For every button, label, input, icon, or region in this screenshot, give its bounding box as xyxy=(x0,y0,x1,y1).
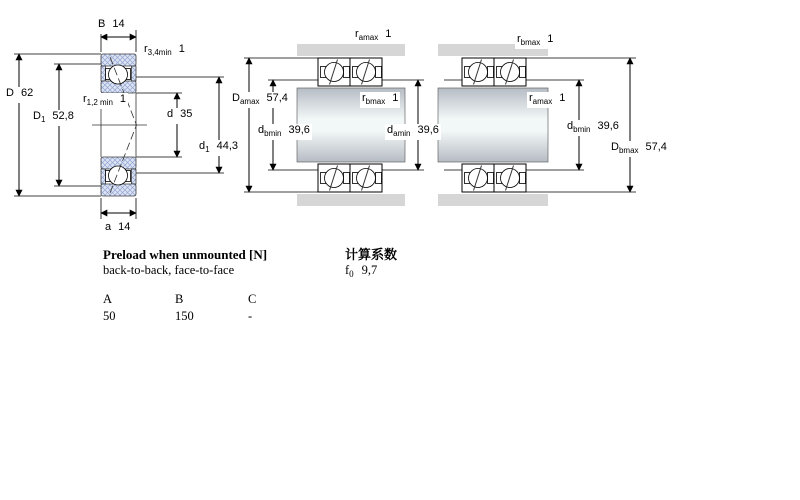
preload-col-C: C xyxy=(248,292,257,306)
preload-header-row xyxy=(103,291,288,308)
dim-label-rbmax-mid: $r_{bmax}$ 1 xyxy=(362,92,399,106)
calculation-factors-title: 计算系数 xyxy=(345,247,398,262)
preload-value-B: 150 xyxy=(175,309,194,323)
calculation-factors-section xyxy=(345,247,397,283)
dim-label-d1: $d_1$ 44,3 xyxy=(199,140,238,154)
preload-value-C: - xyxy=(248,309,253,323)
dim-label-damin: $d_{amin}$ 39,6 xyxy=(387,124,439,138)
dim-label-Dbmax: $D_{bmax}$ 57,4 xyxy=(611,141,667,155)
preload-table xyxy=(103,291,288,325)
dim-label-D1: $D_1$ 52,8 xyxy=(33,110,74,124)
preload-value-row xyxy=(103,308,288,325)
factor-f0: $f_0$ 9,7 xyxy=(345,263,378,279)
dim-label-B: B 14 xyxy=(96,18,127,34)
dim-label-dbmin-right: $d_{bmin}$ 39,6 xyxy=(567,120,619,134)
dim-label-a: a 14 xyxy=(103,221,132,237)
dim-label-rbmax-top: $r_{bmax}$ 1 xyxy=(517,33,554,47)
dim-label-d: d 35 xyxy=(165,108,194,124)
dim-label-D: D 62 xyxy=(4,87,35,103)
dim-label-ramax-right: $r_{amax}$ 1 xyxy=(529,92,566,106)
dim-label-r12min: $r_{1,2 min}$ 1 xyxy=(83,93,127,107)
preload-section xyxy=(103,247,288,325)
preload-col-B: B xyxy=(175,292,184,306)
dim-label-ramax-top: $r_{amax}$ 1 xyxy=(355,28,392,42)
preload-col-A: A xyxy=(103,292,113,306)
preload-value-A: 50 xyxy=(103,309,116,323)
preload-title: Preload when unmounted [N] xyxy=(103,247,268,262)
dim-label-r34min: $r_{3,4min}$ 1 xyxy=(144,43,185,57)
dim-label-Damax: $D_{amax}$ 57,4 xyxy=(232,92,288,106)
dim-label-dbmin-mid: $d_{bmin}$ 39,6 xyxy=(258,124,310,138)
preload-subtitle: back-to-back, face-to-face xyxy=(103,263,235,277)
